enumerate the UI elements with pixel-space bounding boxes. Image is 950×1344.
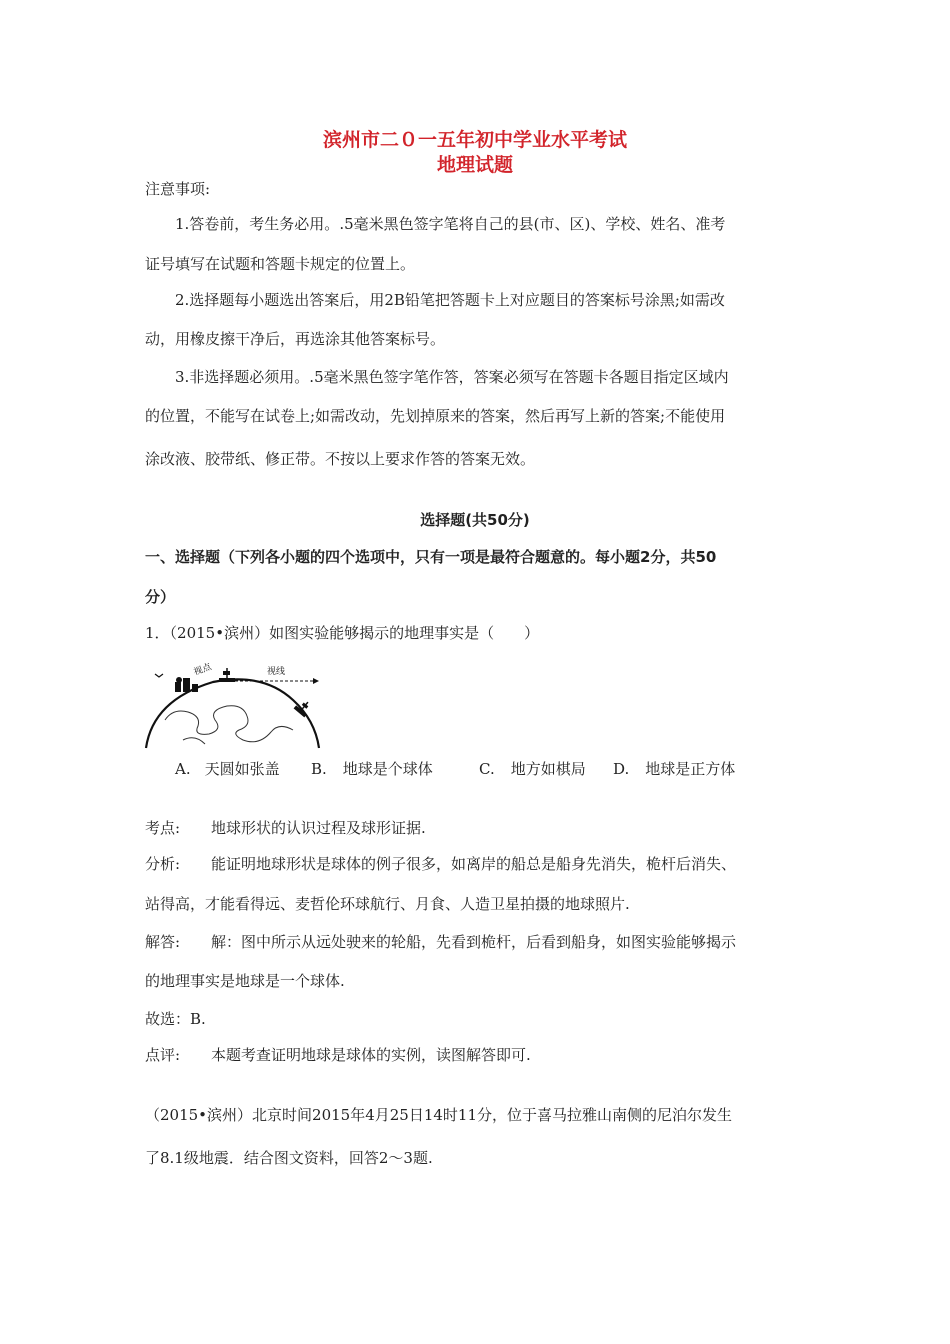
- option-c[interactable]: [479, 759, 586, 779]
- kaodian-row: [145, 818, 426, 838]
- jieda-row: [145, 932, 736, 952]
- option-text: 地方如棋局: [510, 760, 586, 778]
- notice-line: 3.非选择题必须用。.5毫米黑色签字笔作答，答案必须写在答题卡各题目指定区域内: [175, 368, 729, 386]
- section-instruction: 一、选择题（下列各小题的四个选项中，只有一项是最符合题意的。每小题2分，共50: [145, 548, 717, 566]
- section-heading: 选择题(共50分): [420, 511, 530, 529]
- page-title: 滨州市二０一五年初中学业水平考试: [322, 129, 627, 151]
- fenxi-label: 分析:: [145, 855, 181, 873]
- notice-line: 的位置，不能写在试卷上;如需改动，先划掉原来的答案，然后再写上新的答案;不能使用: [145, 407, 726, 425]
- earth-curvature-figure: [143, 660, 323, 752]
- notice-line: 2.选择题每小题选出答案后，用2B铅笔把答题卡上对应题目的答案标号涂黑;如需改: [175, 291, 725, 309]
- notice-line: 证号填写在试题和答题卡规定的位置上。: [145, 255, 416, 273]
- fenxi-text: 能证明地球形状是球体的例子很多，如离岸的船总是船身先消失，桅杆后消失、: [211, 855, 737, 873]
- kaodian-label: 考点:: [145, 819, 181, 837]
- dianping-row: [145, 1045, 531, 1065]
- option-key: D.: [613, 760, 630, 778]
- question-stem: 1．（2015•滨州）如图实验能够揭示的地理事实是（ ）: [145, 624, 540, 642]
- page-subtitle: 地理试题: [436, 154, 513, 176]
- option-key: A.: [175, 760, 191, 778]
- section-instruction: 分）: [145, 588, 176, 606]
- notice-line: 动，用橡皮擦干净后，再选涂其他答案标号。: [145, 330, 446, 348]
- dianping-label: 点评:: [145, 1046, 181, 1064]
- option-d[interactable]: [613, 759, 735, 779]
- notice-line: 1.答卷前，考生务必用。.5毫米黑色签字笔将自己的县(市、区)、学校、姓名、准考: [175, 215, 726, 233]
- option-b[interactable]: [311, 759, 433, 779]
- notice-line: 涂改液、胶带纸、修正带。不按以上要求作答的答案无效。: [145, 450, 536, 468]
- fenxi-line2: 站得高，才能看得远、麦哲伦环球航行、月食、人造卫星拍摄的地球照片.: [145, 895, 630, 913]
- answer-line: 故选：B.: [145, 1010, 206, 1028]
- sightline-label: 视线: [267, 667, 286, 677]
- jieda-text: 解：图中所示从远处驶来的轮船，先看到桅杆，后看到船身，如图实验能够揭示: [211, 933, 737, 951]
- option-key: B.: [311, 760, 327, 778]
- next-intro-line: （2015•滨州）北京时间2015年4月25日14时11分，位于喜马拉雅山南侧的尼泊尔发生: [145, 1106, 733, 1124]
- dianping-text: 本题考查证明地球是球体的实例，读图解答即可.: [211, 1046, 531, 1064]
- viewpoint-town-icon: [175, 677, 198, 692]
- ship-near-icon: [219, 668, 235, 682]
- next-intro-line: 了8.1级地震．结合图文资料，回答2～3题.: [145, 1149, 433, 1167]
- option-text: 地球是正方体: [645, 760, 736, 778]
- notice-heading: 注意事项:: [145, 180, 211, 198]
- viewpoint-label: 视点: [192, 662, 213, 678]
- jieda-label: 解答:: [145, 933, 181, 951]
- option-text: 地球是个球体: [342, 760, 433, 778]
- option-text: 天圆如张盖: [204, 760, 280, 778]
- coastline: [165, 706, 293, 742]
- kaodian-text: 地球形状的认识过程及球形证据.: [211, 819, 426, 837]
- jieda-line2: 的地理事实是地球是一个球体.: [145, 972, 345, 990]
- ship-far-icon: [294, 698, 314, 718]
- bird-icon: [155, 674, 163, 677]
- option-a[interactable]: [175, 759, 280, 779]
- option-key: C.: [479, 760, 495, 778]
- fenxi-row: [145, 854, 736, 874]
